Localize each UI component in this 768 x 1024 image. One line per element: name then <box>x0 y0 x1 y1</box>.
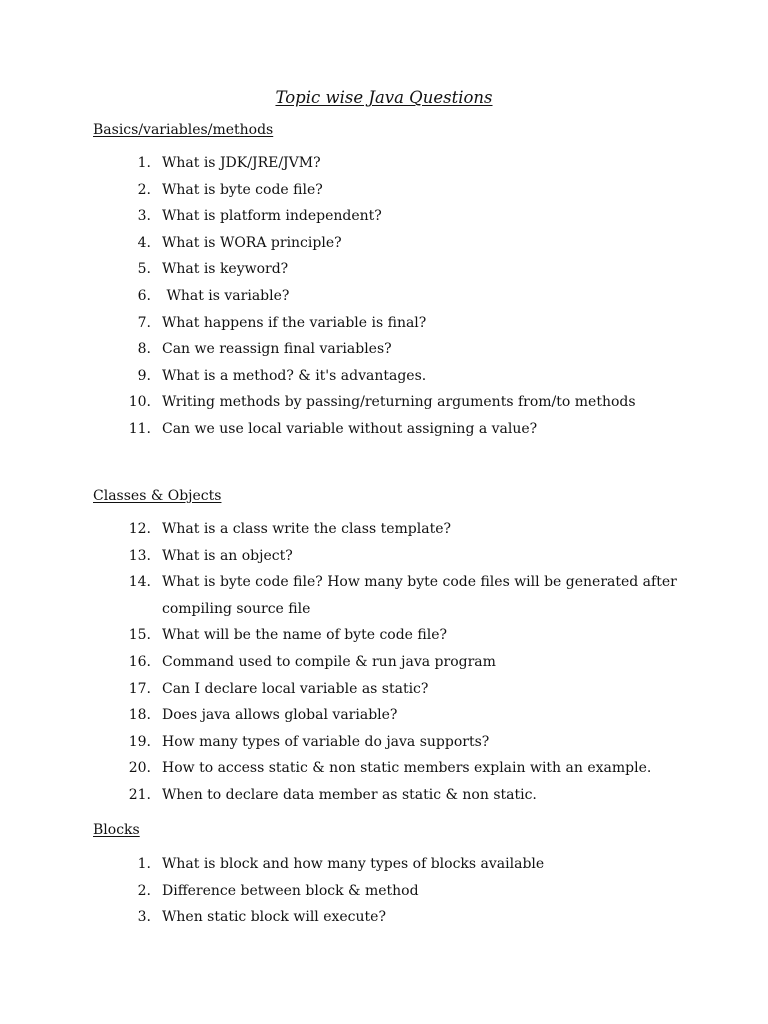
question-number: 9. <box>137 367 151 384</box>
question-item <box>0 729 768 756</box>
question-item <box>0 878 768 905</box>
question-text: Can we reassign final variables? <box>162 341 392 358</box>
question-number: 2. <box>137 882 151 899</box>
question-item <box>0 256 768 283</box>
question-text: How to access static & non static members explain with an example. <box>162 760 652 777</box>
question-text: How many types of variable do java supports? <box>162 733 490 750</box>
question-item <box>0 363 768 390</box>
section-heading-classes-objects: Classes & Objects <box>93 488 222 504</box>
question-number: 3. <box>137 909 151 926</box>
question-item <box>0 755 768 782</box>
question-number: 21. <box>128 786 151 803</box>
question-text: What is byte code file? <box>162 181 323 198</box>
question-number: 8. <box>137 341 151 358</box>
question-text: What will be the name of byte code file? <box>162 627 448 644</box>
question-number: 2. <box>137 181 151 198</box>
question-text: Writing methods by passing/returning arguments from/to methods <box>162 394 636 411</box>
question-text: What happens if the variable is final? <box>162 314 427 331</box>
question-number: 17. <box>128 680 151 697</box>
question-item <box>0 336 768 363</box>
question-number: 6. <box>137 287 151 304</box>
question-item <box>0 543 768 570</box>
question-text: What is block and how many types of blocks available <box>162 856 545 872</box>
question-number: 12. <box>128 521 151 537</box>
question-number: 16. <box>128 653 151 670</box>
question-number: 14. <box>128 574 151 591</box>
question-item <box>0 676 768 703</box>
question-item <box>0 851 768 878</box>
question-item <box>0 230 768 257</box>
question-item <box>0 516 768 543</box>
question-text: What is an object? <box>162 547 293 564</box>
document-title: Topic wise Java Questions <box>275 88 493 107</box>
question-number: 3. <box>137 208 151 225</box>
question-text: Can I declare local variable as static? <box>162 680 429 697</box>
question-text: What is platform independent? <box>162 208 382 225</box>
question-number: 13. <box>128 547 151 564</box>
question-number: 7. <box>137 314 151 331</box>
question-text: Can we use local variable without assigning a value? <box>162 420 538 437</box>
question-text: Command used to compile & run java program <box>162 653 496 670</box>
question-text-line-2: compiling source file <box>162 600 311 617</box>
question-list-classes-objects <box>0 516 768 809</box>
question-number: 1. <box>137 155 151 171</box>
question-number: 19. <box>128 733 151 750</box>
question-number: 4. <box>137 234 151 251</box>
question-item <box>0 177 768 204</box>
section-heading-basics: Basics/variables/methods <box>93 122 274 138</box>
question-number: 20. <box>128 760 151 777</box>
question-item <box>0 569 768 622</box>
question-text <box>162 569 677 622</box>
question-text: What is keyword? <box>162 261 289 278</box>
section-heading-blocks: Blocks <box>93 822 140 838</box>
question-item <box>0 389 768 416</box>
question-text: What is variable? <box>162 287 290 304</box>
question-text-line-1: What is byte code file? How many byte code files will be generated after <box>162 574 677 591</box>
question-number: 10. <box>128 394 151 411</box>
question-list-basics <box>0 150 768 443</box>
question-item <box>0 904 768 931</box>
question-item <box>0 702 768 729</box>
question-number: 1. <box>137 856 151 872</box>
question-text: What is a class write the class template? <box>162 521 451 537</box>
question-text: When to declare data member as static & non static. <box>162 786 537 803</box>
question-item <box>0 150 768 177</box>
question-number: 18. <box>128 707 151 724</box>
question-item <box>0 416 768 443</box>
question-text: Does java allows global variable? <box>162 707 398 724</box>
question-text: What is JDK/JRE/JVM? <box>162 155 321 171</box>
question-item <box>0 310 768 337</box>
question-text: What is WORA principle? <box>162 234 342 251</box>
question-item <box>0 649 768 676</box>
question-number: 15. <box>128 627 151 644</box>
question-list-blocks <box>0 851 768 931</box>
question-text: Difference between block & method <box>162 882 419 899</box>
question-text: When static block will execute? <box>162 909 386 926</box>
question-number: 11. <box>128 420 151 437</box>
question-text: What is a method? & it's advantages. <box>162 367 427 384</box>
question-number: 5. <box>137 261 151 278</box>
question-item <box>0 283 768 310</box>
question-item <box>0 203 768 230</box>
question-item <box>0 622 768 649</box>
question-item <box>0 782 768 809</box>
